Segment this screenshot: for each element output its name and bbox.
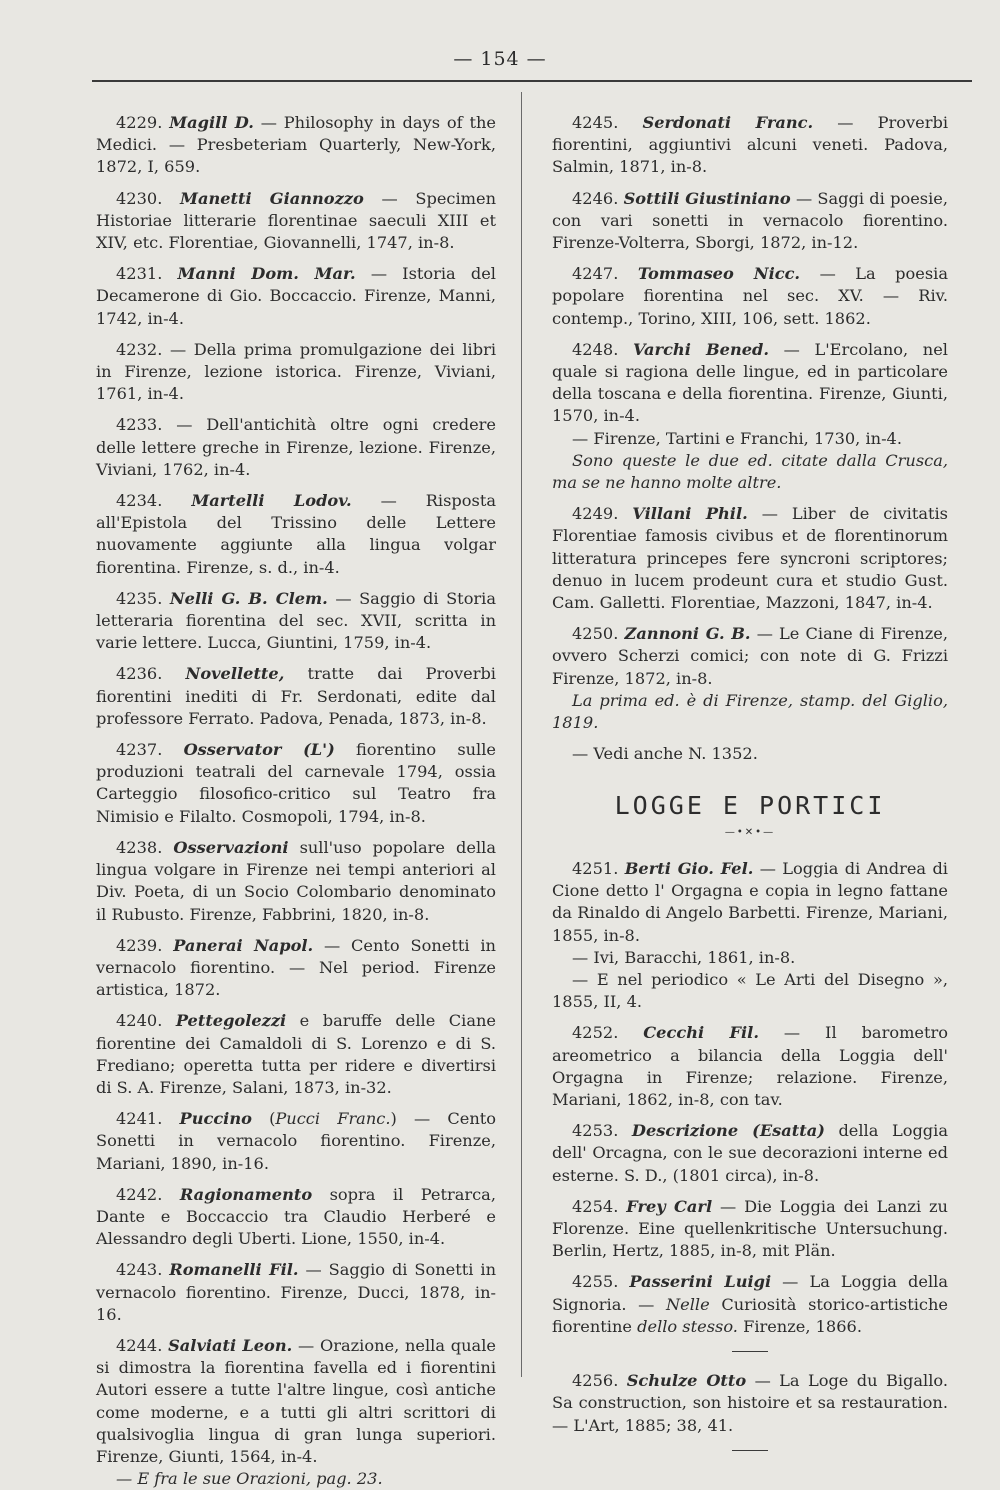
entry-4237: 4237. Osservator (L') fiorentino sulle produzioni teatrali del carnevale 1794, ossia Carteggio filosofico-critico sul Teatro fra Nimisio e Filalto. Cosmopoli, 1794, in-8. — [96, 740, 496, 826]
entry-4245: 4245. Serdonati Franc. — Proverbi fiorentini, aggiuntivi alcuni veneti. Padova, Salmin, 1871, in-8. — [552, 113, 948, 177]
entry-4229: 4229. Magill D. — Philosophy in days of the Medici. — Presbeteriam Quarterly, New-York, 1872, I, 659. — [96, 113, 496, 177]
entry-4250-note: La prima ed. è di Firenze, stamp. del Giglio, 1819. — [552, 690, 948, 733]
entry-4243: 4243. Romanelli Fil. — Saggio di Sonetti in vernacolo fiorentino. Firenze, Ducci, 1878, in-16. — [96, 1260, 496, 1324]
entry-4242: 4242. Ragionamento sopra il Petrarca, Dante e Boccaccio tra Claudio Herberé e Alessandro degli Uberti. Lione, 1550, in-4. — [96, 1184, 496, 1249]
entry-4240: 4240. Pettegolezzi e baruffe delle Ciane fiorentine dei Camaldoli di S. Lorenzo e di S. Frediano; operetta tutta per ridere e divertirsi di S. A. Firenze, Salani, 1873, in-32. — [96, 1011, 496, 1097]
entry-4249: 4249. Villani Phil. — Liber de civitatis Florentiae famosis civibus et de florentinorum litteratura princepes fere syncroni scriptores; denuo in lucem prodeunt cura et studio Gust. Cam. Galletti. Florentiae, Mazzoni, 1847, in-4. — [552, 504, 948, 613]
section-title: LOGGE E PORTICI — [614, 791, 886, 821]
entry-4252: 4252. Cecchi Fil. — Il barometro areometrico a bilancia della Loggia dell' Orgagna in Firenze; relazione. Firenze, Mariani, 1862, in-8, con tav. — [552, 1023, 948, 1109]
entry-4248-sub: — Firenze, Tartini e Franchi, 1730, in-4. — [572, 428, 902, 448]
separator-dash — [552, 1340, 948, 1362]
entry-4244: 4244. Salviati Leon. — Orazione, nella quale si dimostra la fiorentina favella ed i fiorentini Autori essere a tutte l'altre lingue, così antiche come moderne, e a tutti gli altri scrittori di qualsivoglia lingua di gran lunga superiori. Firenze, Giunti, 1564, in-4. — [96, 1335, 496, 1466]
entry-4250: 4250. Zannoni G. B. — Le Ciane di Firenze, ovvero Scherzi comici; con note di G. Frizzi Firenze, 1872, in-8. — [552, 624, 948, 688]
entry-4248: 4248. Varchi Bened. — L'Ercolano, nel quale si ragiona delle lingue, ed in particolare della toscana e della fiorentina. Firenze, Giunti, 1570, in-4. — [552, 339, 948, 426]
entry-4241: 4241. Puccino (Pucci Franc.) — Cento Sonetti in vernacolo fiorentino. Firenze, Mariani, 1890, in-16. — [96, 1109, 496, 1173]
entry-4246: 4246. Sottili Giustiniano — Saggi di poesie, con vari sonetti in vernacolo fiorentino. Firenze-Volterra, Sborgi, 1872, in-12. — [552, 188, 948, 253]
entry-4251-sub2: — E nel periodico « Le Arti del Disegno », 1855, II, 4. — [552, 969, 948, 1012]
entry-4234: 4234. Martelli Lodov. — Risposta all'Epistola del Trissino delle Lettere nuovamente aggiunte alla lingua volgar fiorentina. Firenze, s. d., in-4. — [96, 491, 496, 577]
entry-4231: 4231. Manni Dom. Mar. — Istoria del Decamerone di Gio. Boccaccio. Firenze, Manni, 1742, in-4. — [96, 264, 496, 328]
entry-4239: 4239. Panerai Napol. — Cento Sonetti in vernacolo fiorentino. — Nel period. Firenze artistica, 1872. — [96, 935, 496, 1000]
entry-4251: 4251. Berti Gio. Fel. — Loggia di Andrea di Cione detto l' Orgagna e copia in legno fattane da Rinaldo di Angelo Barbetti. Firenze, Mariani, 1855, in-8. — [552, 858, 948, 945]
entry-4253: 4253. Descrizione (Esatta) della Loggia dell' Orcagna, con le sue decorazioni interne ed esterne. S. D., (1801 circa), in-8. — [552, 1121, 948, 1185]
entry-4248-note: Sono queste le due ed. citate dalla Crusca, ma se ne hanno molte altre. — [552, 450, 948, 493]
entry-4254: 4254. Frey Carl — Die Loggia dei Lanzi zu Florenze. Eine quellenkritische Untersuchung. Berlin, Hertz, 1885, in-8, mit Plän. — [552, 1196, 948, 1261]
entry-4255: 4255. Passerini Luigi — La Loggia della Signoria. — Nelle Curiosità storico-artistiche fiorentine dello stesso. Firenze, 1866. — [552, 1272, 948, 1336]
entry-4232: 4232. — Della prima promulgazione dei libri in Firenze, lezione istorica. Firenze, Viviani, 1761, in-4. — [96, 339, 496, 404]
entry-4238: 4238. Osservazioni sull'uso popolare della lingua volgare in Firenze nei tempi anteriori al Div. Poeta, di un Socio Colombario denominato il Rubusto. Firenze, Fabbrini, 1820, in-8. — [96, 837, 496, 924]
entry-4236: 4236. Novellette, tratte dai Proverbi fiorentini inediti di Fr. Serdonati, edite dal professore Ferrato. Padova, Penada, 1873, in-8. — [96, 664, 496, 728]
entry-4233: 4233. — Dell'antichità oltre ogni credere delle lettere greche in Firenze, lezione. Firenze, Viviani, 1762, in-4. — [96, 415, 496, 479]
entry-4247: 4247. Tommaseo Nicc. — La poesia popolare fiorentina nel sec. XV. — Riv. contemp., Torino, XIII, 106, sett. 1862. — [552, 264, 948, 328]
separator-dash-end — [552, 1439, 948, 1461]
entry-4244-note: — E fra le sue Orazioni, pag. 23. — [116, 1469, 383, 1489]
header-rule — [92, 80, 972, 82]
entry-4256: 4256. Schulze Otto — La Loge du Bigallo. Sa construction, son histoire et sa restauration. — L'Art, 1885; 38, 41. — [552, 1371, 948, 1435]
entry-4251-sub: — Ivi, Baracchi, 1861, in-8. — [572, 947, 796, 967]
entry-4235: 4235. Nelli G. B. Clem. — Saggio di Storia letteraria fiorentina del sec. XVII, scritta in varie lettere. Lucca, Giuntini, 1759, in-4. — [96, 588, 497, 653]
left-column — [96, 112, 496, 1490]
entry-4230: 4230. Manetti Giannozzo — Specimen Historiae litterarie florentinae saeculi XIII et XIV, etc. Florentiae, Giovannelli, 1747, in-8. — [96, 188, 496, 253]
right-column — [552, 112, 948, 1469]
column-divider — [521, 92, 522, 1377]
entry-4250-see-also: — Vedi anche N. 1352. — [572, 744, 758, 764]
page-number: — 154 — — [453, 48, 547, 70]
section-ornament: —•✕•— — [724, 826, 776, 838]
